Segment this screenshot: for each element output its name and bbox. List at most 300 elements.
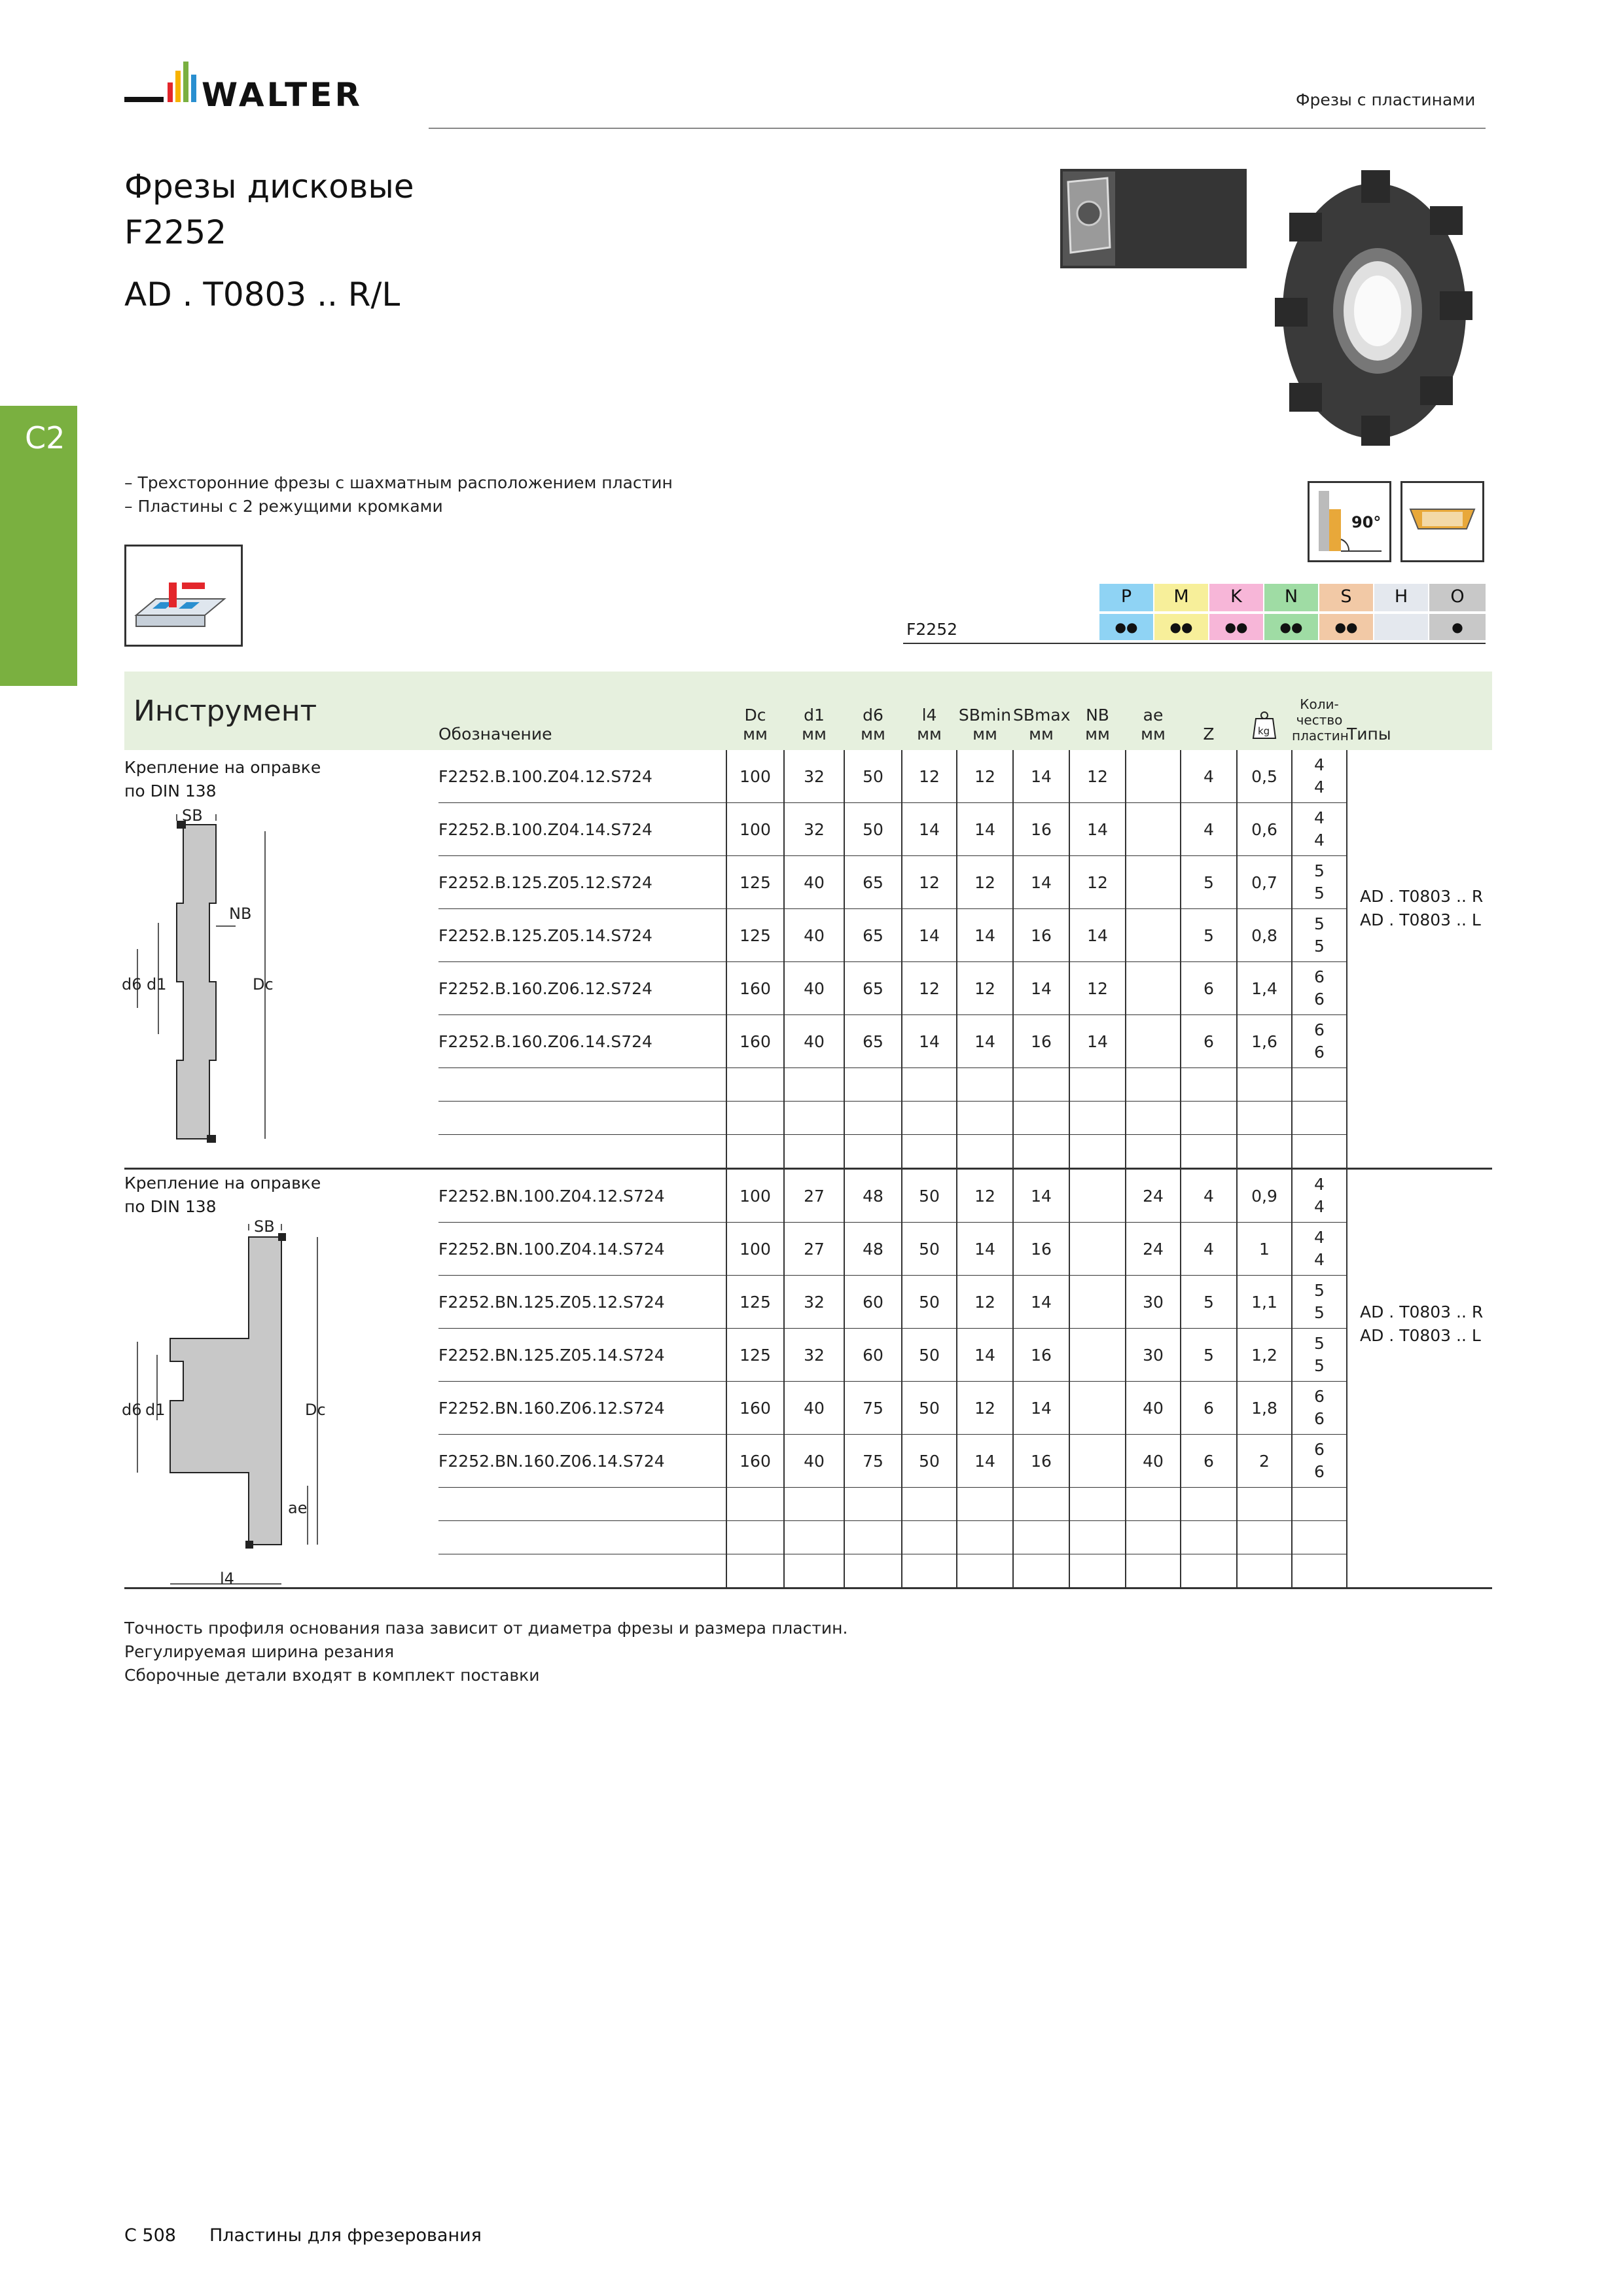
d6-cell: 50 — [844, 803, 902, 856]
qty-cell: 5 5 — [1292, 856, 1347, 909]
ae-cell: 40 — [1126, 1382, 1181, 1435]
d6-cell: 65 — [844, 856, 902, 909]
header-divider — [429, 128, 1486, 129]
sbmin-cell: 12 — [957, 856, 1013, 909]
ae-cell: 24 — [1126, 1169, 1181, 1223]
dc-cell: 160 — [726, 1382, 784, 1435]
types-cell — [1347, 1435, 1492, 1488]
col-dc: Dc — [744, 706, 766, 725]
empty-cell — [1292, 1488, 1347, 1521]
empty-cell — [438, 1554, 726, 1588]
cutter-bn-diagram — [122, 1217, 340, 1590]
qty-cell: 4 4 — [1292, 1169, 1347, 1223]
label-nb: NB — [229, 905, 252, 923]
l4-cell: 50 — [902, 1276, 957, 1329]
empty-cell — [844, 1068, 902, 1102]
empty-cell — [726, 1135, 784, 1169]
label-l4: l4 — [220, 1570, 234, 1588]
col-sbmax-unit: мм — [1029, 725, 1054, 744]
ae-cell — [1126, 909, 1181, 962]
material-m-rating: ●● — [1154, 614, 1208, 640]
z-cell: 4 — [1181, 1169, 1237, 1223]
sbmin-cell: 14 — [957, 1015, 1013, 1068]
sbmin-cell: 14 — [957, 909, 1013, 962]
nb-cell: 14 — [1069, 1015, 1126, 1068]
sbmax-cell: 14 — [1013, 1169, 1069, 1223]
nb-cell — [1069, 1435, 1126, 1488]
empty-cell — [902, 1068, 957, 1102]
label-d6: d6 — [122, 975, 142, 994]
dc-cell: 125 — [726, 1276, 784, 1329]
material-m-code: M — [1154, 584, 1208, 611]
empty-cell — [957, 1554, 1013, 1588]
sbmax-cell: 14 — [1013, 962, 1069, 1015]
qty-cell: 6 6 — [1292, 1435, 1347, 1488]
empty-cell — [844, 1135, 902, 1169]
material-k-code: K — [1209, 584, 1263, 611]
dc-cell: 100 — [726, 1223, 784, 1276]
z-cell: 5 — [1181, 1329, 1237, 1382]
chapter-tab — [0, 406, 77, 686]
types-cell — [1347, 1382, 1492, 1435]
qty-cell: 5 5 — [1292, 909, 1347, 962]
svg-text:kg: kg — [1258, 725, 1270, 737]
empty-cell — [438, 1102, 726, 1135]
empty-cell — [784, 1135, 844, 1169]
slot-milling-icon — [126, 547, 241, 645]
types-cell — [1347, 750, 1492, 803]
l4-cell: 50 — [902, 1329, 957, 1382]
l4-cell: 12 — [902, 962, 957, 1015]
note-item: Точность профиля основания паза зависит от диаметра фрезы и размера пластин. — [124, 1619, 848, 1638]
label-dc: Dc — [253, 975, 274, 994]
qty-cell: 6 6 — [1292, 1382, 1347, 1435]
table-header — [124, 672, 1492, 750]
empty-cell — [902, 1135, 957, 1169]
qty-cell: 4 4 — [1292, 1223, 1347, 1276]
table-row-empty — [124, 1135, 1492, 1169]
col-ae-unit: мм — [1141, 725, 1166, 744]
empty-cell — [1292, 1068, 1347, 1102]
col-nb-unit: мм — [1085, 725, 1110, 744]
qty-cell: 6 6 — [1292, 1015, 1347, 1068]
empty-cell — [1292, 1554, 1347, 1588]
dc-cell: 100 — [726, 1169, 784, 1223]
types-cell — [1347, 803, 1492, 856]
designation-cell: F2252.B.160.Z06.14.S724 — [438, 1015, 726, 1068]
chapter-tab-label: C2 — [25, 420, 65, 456]
d1-cell: 40 — [784, 909, 844, 962]
designation-cell: F2252.B.125.Z05.12.S724 — [438, 856, 726, 909]
table-row-empty — [124, 1068, 1492, 1102]
qty-cell: 5 5 — [1292, 1276, 1347, 1329]
material-n-rating: ●● — [1264, 614, 1318, 640]
d1-cell: 27 — [784, 1223, 844, 1276]
empty-cell — [1347, 1068, 1492, 1102]
table-row — [124, 750, 1492, 803]
d6-cell: 65 — [844, 1015, 902, 1068]
kg-cell: 0,6 — [1237, 803, 1292, 856]
empty-cell — [1237, 1135, 1292, 1169]
l4-cell: 50 — [902, 1435, 957, 1488]
z-cell: 4 — [1181, 750, 1237, 803]
designation-cell: F2252.B.100.Z04.14.S724 — [438, 803, 726, 856]
ae-cell: 30 — [1126, 1329, 1181, 1382]
designation-cell: F2252.B.125.Z05.14.S724 — [438, 909, 726, 962]
empty-cell — [902, 1521, 957, 1554]
empty-cell — [1126, 1102, 1181, 1135]
col-qty: Коли- чество пластин — [1292, 696, 1349, 744]
page-number: C 508 — [124, 2225, 176, 2246]
nb-cell — [1069, 1382, 1126, 1435]
empty-cell — [1013, 1135, 1069, 1169]
col-d1: d1 — [804, 706, 825, 725]
feature-list — [124, 471, 673, 518]
material-p-code: P — [1099, 584, 1153, 611]
sbmax-cell: 16 — [1013, 1015, 1069, 1068]
material-row-label: F2252 — [906, 620, 958, 639]
empty-cell — [1347, 1488, 1492, 1521]
notes — [124, 1617, 847, 1687]
z-cell: 4 — [1181, 803, 1237, 856]
table-row-empty — [124, 1102, 1492, 1135]
insert-photo — [1060, 169, 1247, 268]
kg-cell: 1,6 — [1237, 1015, 1292, 1068]
empty-cell — [1237, 1554, 1292, 1588]
material-h-rating — [1374, 614, 1428, 640]
sbmin-cell: 12 — [957, 1276, 1013, 1329]
kg-cell: 1 — [1237, 1223, 1292, 1276]
kg-cell: 0,5 — [1237, 750, 1292, 803]
label-dc: Dc — [305, 1401, 326, 1419]
empty-cell — [1292, 1135, 1347, 1169]
empty-cell — [1292, 1102, 1347, 1135]
d1-cell: 40 — [784, 1015, 844, 1068]
d6-cell: 48 — [844, 1169, 902, 1223]
d1-cell: 40 — [784, 1382, 844, 1435]
insert-image — [1060, 169, 1247, 268]
d6-cell: 75 — [844, 1382, 902, 1435]
empty-cell — [784, 1488, 844, 1521]
empty-cell — [1069, 1102, 1126, 1135]
empty-cell — [1237, 1102, 1292, 1135]
col-types: Типы — [1347, 725, 1391, 744]
table-row — [124, 1169, 1492, 1223]
sbmin-cell: 14 — [957, 1435, 1013, 1488]
designation-cell: F2252.B.160.Z06.12.S724 — [438, 962, 726, 1015]
l4-cell: 14 — [902, 909, 957, 962]
sbmin-cell: 12 — [957, 962, 1013, 1015]
empty-cell — [1347, 1554, 1492, 1588]
empty-cell — [902, 1488, 957, 1521]
col-sbmin-unit: мм — [972, 725, 997, 744]
approach-angle-icon-box — [1308, 481, 1391, 562]
col-z: Z — [1203, 725, 1215, 744]
d1-cell: 40 — [784, 856, 844, 909]
insert-types-1: AD . T0803 .. R AD . T0803 .. L — [1360, 887, 1484, 929]
empty-cell — [844, 1102, 902, 1135]
nb-cell — [1069, 1329, 1126, 1382]
empty-cell — [438, 1135, 726, 1169]
material-s-code: S — [1319, 584, 1373, 611]
empty-cell — [1126, 1135, 1181, 1169]
d1-cell: 40 — [784, 962, 844, 1015]
sbmax-cell: 14 — [1013, 856, 1069, 909]
empty-cell — [726, 1521, 784, 1554]
types-cell — [1347, 1169, 1492, 1223]
col-nb: NB — [1086, 706, 1109, 725]
col-d6-unit: мм — [861, 725, 885, 744]
material-row-line — [903, 643, 1486, 644]
l4-cell: 50 — [902, 1169, 957, 1223]
kg-cell: 0,9 — [1237, 1169, 1292, 1223]
kg-cell: 1,4 — [1237, 962, 1292, 1015]
note-item: Сборочные детали входят в комплект поставки — [124, 1666, 540, 1685]
ae-cell — [1126, 1015, 1181, 1068]
empty-cell — [1181, 1068, 1237, 1102]
table-row — [124, 856, 1492, 909]
col-d6: d6 — [863, 706, 883, 725]
z-cell: 5 — [1181, 1276, 1237, 1329]
l4-cell: 12 — [902, 856, 957, 909]
col-sbmax: SBmax — [1013, 706, 1071, 725]
empty-cell — [1126, 1068, 1181, 1102]
l4-cell: 14 — [902, 1015, 957, 1068]
category-label: Фрезы с пластинами — [1296, 90, 1476, 109]
qty-cell: 4 4 — [1292, 803, 1347, 856]
empty-cell — [1013, 1068, 1069, 1102]
material-h-code: H — [1374, 584, 1428, 611]
table-row — [124, 909, 1492, 962]
empty-cell — [438, 1521, 726, 1554]
empty-cell — [1181, 1488, 1237, 1521]
cutter-b-diagram — [122, 806, 294, 1158]
feature-item: – Пластины с 2 режущими кромками — [124, 497, 443, 516]
d6-cell: 65 — [844, 909, 902, 962]
note-item: Регулируемая ширина резания — [124, 1642, 395, 1661]
empty-cell — [1181, 1521, 1237, 1554]
table-row — [124, 803, 1492, 856]
cutter-photo — [1270, 160, 1479, 448]
empty-cell — [957, 1068, 1013, 1102]
dc-cell: 125 — [726, 1329, 784, 1382]
dc-cell: 125 — [726, 909, 784, 962]
material-s-rating: ●● — [1319, 614, 1373, 640]
kg-cell: 1,1 — [1237, 1276, 1292, 1329]
nb-cell — [1069, 1169, 1126, 1223]
d1-cell: 32 — [784, 1276, 844, 1329]
col-l4: l4 — [921, 706, 937, 725]
page-title-line1: Фрезы дисковые — [124, 168, 414, 206]
d6-cell: 48 — [844, 1223, 902, 1276]
l4-cell: 12 — [902, 750, 957, 803]
col-l4-unit: мм — [917, 725, 942, 744]
empty-cell — [1181, 1102, 1237, 1135]
empty-cell — [784, 1102, 844, 1135]
sbmax-cell: 16 — [1013, 909, 1069, 962]
material-groups — [1099, 584, 1486, 643]
designation-cell: F2252.BN.100.Z04.14.S724 — [438, 1223, 726, 1276]
section-heading: Инструмент — [134, 694, 317, 728]
empty-cell — [1237, 1521, 1292, 1554]
material-k-rating: ●● — [1209, 614, 1263, 640]
empty-cell — [784, 1521, 844, 1554]
empty-cell — [1069, 1135, 1126, 1169]
empty-cell — [1013, 1488, 1069, 1521]
empty-cell — [726, 1488, 784, 1521]
sbmin-cell: 12 — [957, 750, 1013, 803]
z-cell: 5 — [1181, 909, 1237, 962]
dc-cell: 100 — [726, 803, 784, 856]
logo-text: WALTER — [202, 76, 363, 114]
nb-cell: 12 — [1069, 750, 1126, 803]
ae-cell: 30 — [1126, 1276, 1181, 1329]
empty-cell — [438, 1488, 726, 1521]
sbmax-cell: 16 — [1013, 1435, 1069, 1488]
l4-cell: 50 — [902, 1223, 957, 1276]
ae-cell — [1126, 803, 1181, 856]
col-designation: Обозначение — [438, 725, 552, 744]
label-sb: SB — [182, 806, 203, 825]
empty-cell — [957, 1521, 1013, 1554]
col-d1-unit: мм — [802, 725, 827, 744]
ae-cell: 40 — [1126, 1435, 1181, 1488]
sbmin-cell: 14 — [957, 1223, 1013, 1276]
types-cell — [1347, 1223, 1492, 1276]
l4-cell: 50 — [902, 1382, 957, 1435]
label-d1: d1 — [147, 975, 167, 994]
empty-cell — [438, 1068, 726, 1102]
nb-cell — [1069, 1276, 1126, 1329]
table-row — [124, 962, 1492, 1015]
kg-cell: 1,2 — [1237, 1329, 1292, 1382]
kg-cell: 0,7 — [1237, 856, 1292, 909]
empty-cell — [1126, 1521, 1181, 1554]
d6-cell: 75 — [844, 1435, 902, 1488]
dc-cell: 160 — [726, 1435, 784, 1488]
d1-cell: 27 — [784, 1169, 844, 1223]
ae-cell — [1126, 750, 1181, 803]
z-cell: 4 — [1181, 1223, 1237, 1276]
empty-cell — [784, 1068, 844, 1102]
types-cell — [1347, 1015, 1492, 1068]
empty-cell — [726, 1068, 784, 1102]
insert-shape-icon — [1402, 483, 1482, 560]
empty-cell — [1181, 1554, 1237, 1588]
empty-cell — [844, 1554, 902, 1588]
sbmin-cell: 14 — [957, 1329, 1013, 1382]
sbmax-cell: 16 — [1013, 803, 1069, 856]
page-title-line3: AD . T0803 .. R/L — [124, 276, 401, 314]
empty-cell — [1181, 1135, 1237, 1169]
empty-cell — [1013, 1521, 1069, 1554]
col-ae: ae — [1143, 706, 1164, 725]
dc-cell: 100 — [726, 750, 784, 803]
empty-cell — [1013, 1102, 1069, 1135]
dc-cell: 160 — [726, 962, 784, 1015]
mount-label-1: Крепление на оправке по DIN 138 — [124, 758, 321, 800]
d6-cell: 65 — [844, 962, 902, 1015]
col-dc-unit: мм — [743, 725, 768, 744]
empty-cell — [902, 1554, 957, 1588]
weight-kg-icon — [1251, 709, 1278, 740]
table-row — [124, 1015, 1492, 1068]
kg-cell: 0,8 — [1237, 909, 1292, 962]
empty-cell — [902, 1102, 957, 1135]
empty-cell — [1347, 1135, 1492, 1169]
designation-cell: F2252.BN.125.Z05.12.S724 — [438, 1276, 726, 1329]
section-1-rows — [124, 750, 1492, 1169]
d1-cell: 32 — [784, 803, 844, 856]
z-cell: 6 — [1181, 1435, 1237, 1488]
dc-cell: 160 — [726, 1015, 784, 1068]
empty-cell — [726, 1554, 784, 1588]
sbmin-cell: 14 — [957, 803, 1013, 856]
qty-cell: 6 6 — [1292, 962, 1347, 1015]
z-cell: 6 — [1181, 962, 1237, 1015]
sbmax-cell: 14 — [1013, 1276, 1069, 1329]
empty-cell — [1347, 1102, 1492, 1135]
material-o-rating: ● — [1429, 614, 1486, 640]
empty-cell — [784, 1554, 844, 1588]
empty-cell — [1126, 1488, 1181, 1521]
designation-cell: F2252.BN.160.Z06.12.S724 — [438, 1382, 726, 1435]
label-d6: d6 — [122, 1401, 142, 1419]
z-cell: 6 — [1181, 1382, 1237, 1435]
empty-cell — [1069, 1068, 1126, 1102]
page-title-line2: F2252 — [124, 213, 227, 251]
d1-cell: 40 — [784, 1435, 844, 1488]
empty-cell — [1292, 1521, 1347, 1554]
empty-cell — [1237, 1488, 1292, 1521]
qty-cell: 5 5 — [1292, 1329, 1347, 1382]
ae-cell: 24 — [1126, 1223, 1181, 1276]
d1-cell: 32 — [784, 750, 844, 803]
sbmin-cell: 12 — [957, 1382, 1013, 1435]
dc-cell: 125 — [726, 856, 784, 909]
d1-cell: 32 — [784, 1329, 844, 1382]
ae-cell — [1126, 962, 1181, 1015]
empty-cell — [1013, 1554, 1069, 1588]
nb-cell: 12 — [1069, 962, 1126, 1015]
d6-cell: 60 — [844, 1329, 902, 1382]
label-d1: d1 — [145, 1401, 166, 1419]
insert-shape-icon-box — [1400, 481, 1484, 562]
ae-cell — [1126, 856, 1181, 909]
nb-cell: 14 — [1069, 803, 1126, 856]
walter-logo — [124, 58, 399, 117]
designation-cell: F2252.BN.160.Z06.14.S724 — [438, 1435, 726, 1488]
z-cell: 5 — [1181, 856, 1237, 909]
nb-cell: 14 — [1069, 909, 1126, 962]
empty-cell — [1069, 1554, 1126, 1588]
kg-cell: 1,8 — [1237, 1382, 1292, 1435]
sbmax-cell: 14 — [1013, 750, 1069, 803]
material-p-rating: ●● — [1099, 614, 1153, 640]
designation-cell: F2252.B.100.Z04.12.S724 — [438, 750, 726, 803]
types-cell — [1347, 962, 1492, 1015]
empty-cell — [726, 1102, 784, 1135]
designation-cell: F2252.BN.100.Z04.12.S724 — [438, 1169, 726, 1223]
l4-cell: 14 — [902, 803, 957, 856]
material-n-code: N — [1264, 584, 1318, 611]
operation-icon-box — [124, 545, 243, 647]
empty-cell — [1069, 1521, 1126, 1554]
label-sb: SB — [254, 1217, 275, 1236]
empty-cell — [957, 1102, 1013, 1135]
empty-cell — [957, 1135, 1013, 1169]
empty-cell — [1126, 1554, 1181, 1588]
